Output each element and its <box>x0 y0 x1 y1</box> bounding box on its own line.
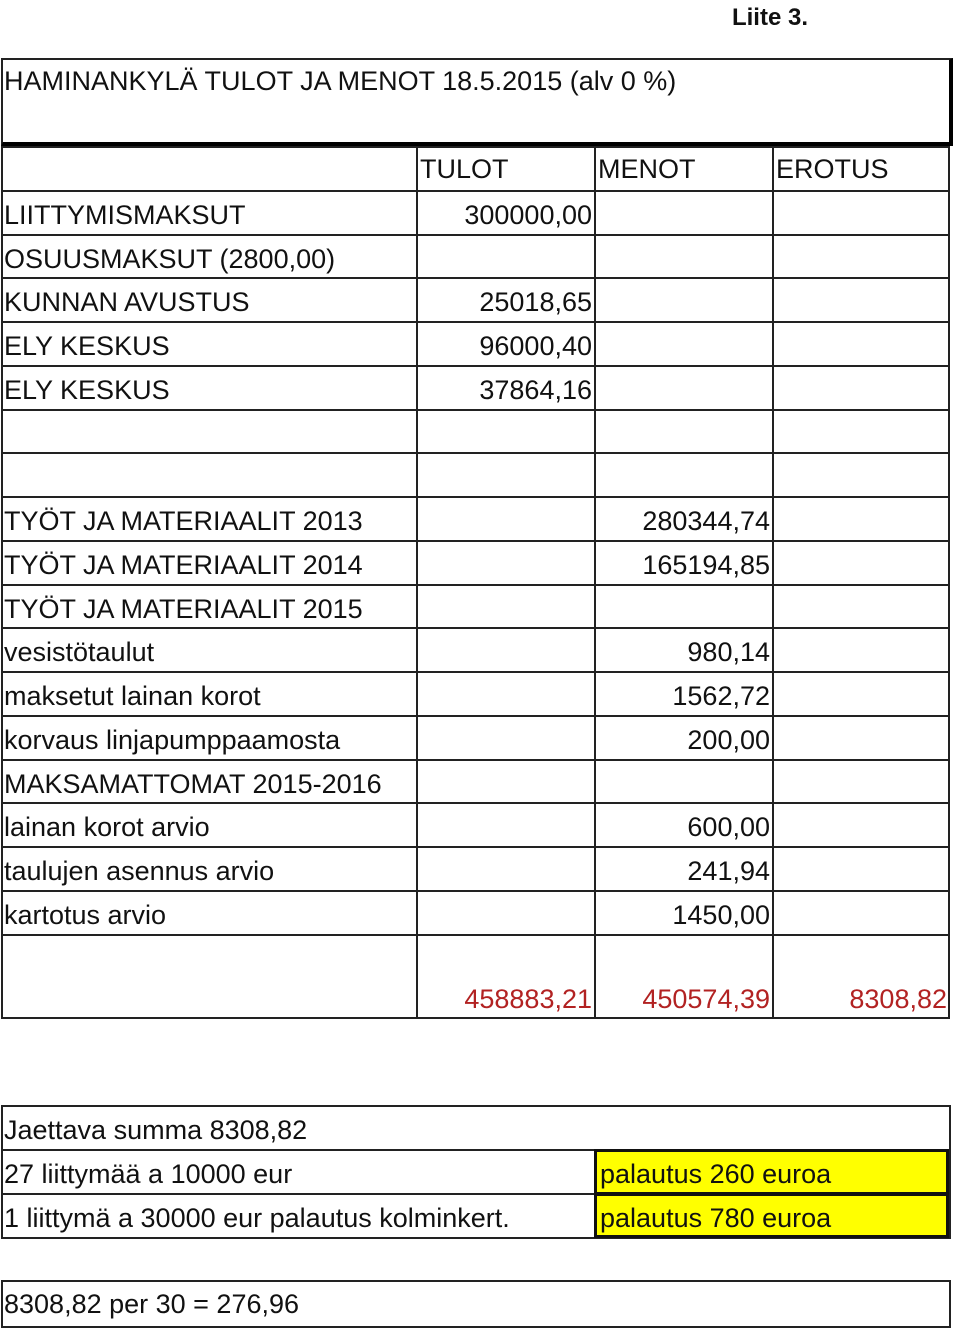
row-label: maksetut lainan korot <box>4 681 261 711</box>
row-label: ELY KESKUS <box>4 375 170 405</box>
summary-line-3-right: palautus 780 euroa <box>600 1203 832 1233</box>
row-label: ELY KESKUS <box>4 331 170 361</box>
row-label: MAKSAMATTOMAT 2015-2016 <box>4 769 382 799</box>
row-label: vesistötaulut <box>4 637 155 667</box>
summary-line-2-left: 27 liittymää a 10000 eur <box>4 1159 293 1189</box>
row-menot: 600,00 <box>687 812 770 842</box>
total-tulot: 458883,21 <box>464 984 592 1014</box>
total-erotus: 8308,82 <box>849 984 947 1014</box>
summary-line-2-right: palautus 260 euroa <box>600 1159 832 1189</box>
row-tulot: 25018,65 <box>479 287 592 317</box>
row-menot: 241,94 <box>687 856 770 886</box>
row-label: taulujen asennus arvio <box>4 856 275 886</box>
row-label: OSUUSMAKSUT (2800,00) <box>4 244 336 274</box>
row-label: TYÖT JA MATERIAALIT 2013 <box>4 506 363 536</box>
row-tulot: 96000,40 <box>479 331 592 361</box>
row-tulot: 37864,16 <box>479 375 592 405</box>
row-menot: 1450,00 <box>672 900 770 930</box>
row-menot: 980,14 <box>687 637 770 667</box>
row-label: TYÖT JA MATERIAALIT 2014 <box>4 550 363 580</box>
row-label: LIITTYMISMAKSUT <box>4 200 246 230</box>
row-label: kartotus arvio <box>4 900 167 930</box>
summary-line-3-left: 1 liittymä a 30000 eur palautus kolminkert. <box>4 1203 510 1233</box>
row-menot: 165194,85 <box>642 550 770 580</box>
row-label: TYÖT JA MATERIAALIT 2015 <box>4 594 363 624</box>
row-label: korvaus linjapumppaamosta <box>4 725 341 755</box>
footer-calculation: 8308,82 per 30 = 276,96 <box>4 1289 300 1319</box>
header-menot: MENOT <box>598 154 696 184</box>
page-title: HAMINANKYLÄ TULOT JA MENOT 18.5.2015 (alv 0 %) <box>4 66 677 96</box>
row-menot: 280344,74 <box>642 506 770 536</box>
row-menot: 200,00 <box>687 725 770 755</box>
header-erotus: EROTUS <box>776 154 889 184</box>
header-tulot: TULOT <box>420 154 509 184</box>
summary-line-1: Jaettava summa 8308,82 <box>4 1115 308 1145</box>
row-label: lainan korot arvio <box>4 812 210 842</box>
row-tulot: 300000,00 <box>464 200 592 230</box>
row-menot: 1562,72 <box>672 681 770 711</box>
row-label: KUNNAN AVUSTUS <box>4 287 250 317</box>
total-menot: 450574,39 <box>642 984 770 1014</box>
attachment-label: Liite 3. <box>731 4 808 31</box>
